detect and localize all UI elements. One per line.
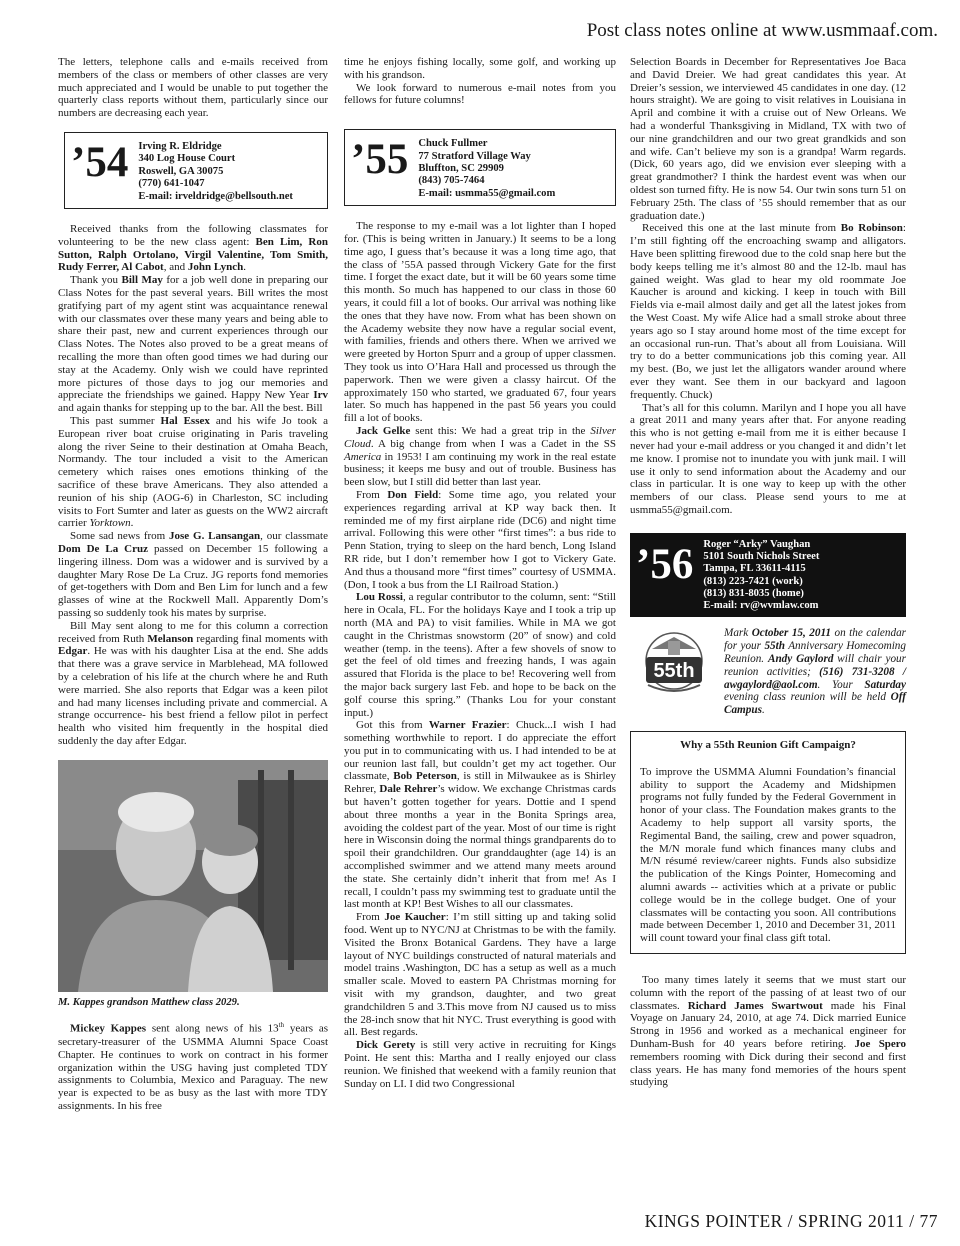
- class-year-54: ’54: [71, 138, 129, 186]
- agent-work-phone: (813) 223-7421 (work): [703, 575, 803, 587]
- kappes-photo: [58, 760, 328, 992]
- class-54-box: [64, 132, 328, 209]
- gift-campaign-body: To improve the USMMA Alumni Foundation’s financial ability to support the Academy and Midshipmen programs not fully funded by the Federal Government in honor of your class. The Foundation makes grants to the Academy to help support all varsity sports, the Regimental Band, the sailing, crew and power squadron, the M/N morale fund which finances many clubs and M/N résumé review/career nights. Funds also subsidize the publication of the Kings Pointer, Homecoming and alumni awards -- activities which at a private or public college would be in the college budget. One of your classmates will be contacting you soon. All contributions made between December 1, 2010 and December 31, 2011 will count toward your final class gift total.: [640, 765, 896, 945]
- photo-caption: M. Kappes grandson Matthew class 2029.: [58, 996, 240, 1008]
- paragraph: Some sad news from Jose G. Lansangan, our classmate Dom De La Cruz passed on December 15 following a lingering illness. Dom was a widower and is survived by a daughter Mary Rose De La Cruz. JG reports fond memories of get-togethers with Dom and Ben Lim for lunch and a few glasses of wine at the Rockwell Mall. Apparently Dom’s passing so suddenly took his mates by surprise.: [58, 530, 328, 619]
- column-1: [58, 56, 328, 1113]
- agent-email: E-mail: usmma55@gmail.com: [418, 187, 556, 199]
- reunion-text: Mark October 15, 2011 on the calendar for your 55th Anniversary Homecoming Reunion. Andy Gaylord will chair your reunion activities; (516) 731-3208 / awgaylord@aol.com. Your Saturday evening class reunion will be held Off Campus.: [724, 627, 907, 717]
- paragraph: Got this from Warner Frazier: Chuck...I wish I had something worthwhile to report. I do appreciate the effort you put in to communicating with us. I had intended to be at our reunion last fall, but couldn’t get my act together. Our classmate, Bob Peterson, is still in Milwaukee as is Shirley Rehrer, Dale Rehrer’s widow. We exchange Christmas cards but haven’t gotten together for years. Dottie and I spend about three months a year in the Bonita Springs area, avoiding the coldest part of the year. Most of our time is right here in Wisconsin doing the normal things grandparents do to spoil their grandchildren. Our granddaughter (age 14) is an accomplished swimmer and we attend many meets around the state. She certainly didn’t inherit that from me! As I recall, I couldn’t pass my swimming test to graduate until the last month at KP! Best Wishes to all our classmates.: [344, 719, 617, 911]
- class-55-box: [344, 129, 616, 206]
- agent-phone: (770) 641-1047: [138, 178, 205, 190]
- agent-name: Irving R. Eldridge: [138, 140, 222, 152]
- gift-campaign-title: Why a 55th Reunion Gift Campaign?: [680, 739, 856, 752]
- column-2: [344, 56, 616, 1090]
- agent-street: 5101 South Nichols Street: [703, 550, 820, 562]
- class-56-contact: [703, 539, 819, 613]
- agent-email: E-mail: irveldridge@bellsouth.net: [138, 190, 293, 202]
- paragraph: This past summer Hal Essex and his wife Jo took a European river boat cruise originating in Paris traveling along the river Seine to their destination at Omaha Beach, Normandy. The tour included a visit to the American cemetery which raises ones emotions thinking of the sacrifice of these brave Americans. They also attended a reunion of his ship (AOG-6) in Charleston, SC including visits to Fort Sumter and later as guests on the WW2 aircraft carrier Yorktown.: [58, 414, 328, 530]
- paragraph: From Don Field: Some time ago, you related your experiences regarding arrival at KP way back then. It reminded me of my first airplane ride (DC6) and night time arrival. Following this were other “first times”: a bus ride to Penn Station, trying to sleep on the hard bench, Long Island RR ride, but I don’t remember how I got to Vickery Gate. And thus a thousand more “first times” courtesy of USMMA. (Don, I took a bus from the LI Railroad Station.): [344, 488, 616, 591]
- paragraph: time he enjoys fishing locally, some golf, and working up with his grandson.: [344, 56, 616, 81]
- paragraph: Received thanks from the following classmates for volunteering to be the new class agent: Ben Lim, Ron Sutton, Ralph Ortolano, Virgil Valentine, Tom Smith, Rudy Ferrer, Al Cabot, and John Lynch.: [58, 223, 328, 274]
- paragraph: Jack Gelke sent this: We had a great trip in the Silver Cloud. A big change from when I was a Cadet in the SS America in 1953! I am continuing my work in the real estate business; it keeps me busy and out of trouble. Business has been slow, but I still did better than last year.: [344, 424, 616, 489]
- agent-phone: (843) 705-7464: [418, 175, 485, 187]
- agent-city: Bluffton, SC 29909: [418, 163, 504, 174]
- paragraph: From Joe Kaucher: I’m still sitting up and taking solid food. Went up to NYC/NJ at Christmas to be with the family. Visited the Bronx Botanical Gardens. They have a large layout of NYC buildings constructed of natural materials and model trains .Washington, DC has a setup as well as a much smaller scale. Moved to eastern PA Christmas morning for visit with my grandson, daughter, and two great grandchildren 5 and 3.This move from NJ caused us to miss the 28-inch snow that hit NYC. Trust everything is good with all. Best regards.: [344, 911, 616, 1039]
- agent-home-phone: (813) 831-8035 (home): [703, 587, 804, 599]
- class-54-contact: [138, 141, 293, 203]
- paragraph: The response to my e-mail was a lot lighter than I hoped for. (This is being written in January.) It seems to be a long time ago, I guess that’s because it was a long time ago, that the class of ’55A passed through Vickery Gate for the first time. I forget the exact date, but it will be 60 years some time this month. So much has happened to our class in those 60 years, it could fill a lot of books. Our arrival was nothing like the ones that they have now. From what has been shown on the Academy website they now have a regular social event, with families, friends and others there. When we arrived we were greeted by Horton Spurr and a group of upper classmen. They took us into O’Hara Hall and processed us through the paperwork. Then we were given a classy haircut. Of the approximately 150 who started, we graduated 67, four years later. So much has happened in the past 56 years you could fill a lot of books.: [344, 220, 616, 425]
- paragraph: Received this one at the last minute from Bo Robinson: I’m still fighting off the encroaching swamp and alligators. Have been splitting firewood due to the cold snap here but the body keeps telling me it’s almost 80 and the 12-lb. maul has gained weight. Was glad to hear my old roommate Joe Kaucher is around and kicking. I keep in touch with Bill Fields via e-mail almost daily and get all the latest jokes from the West Coast. My wife Alice had a small stroke about three years ago so I stay around home most of the time except for an occasional run-run. That’s about all from Louisiana. Will try to do a better communications job this coming year. All my best. (Bo, we just let the alligators wander around where ever they want. See them in our backyard and lagoon frequently. Chuck): [630, 222, 906, 401]
- agent-city: Roswell, GA 30075: [138, 165, 224, 177]
- column-3: [630, 56, 906, 1089]
- header-url-note: Post class notes online at www.usmmaaf.com.: [586, 20, 938, 41]
- agent-street: 340 Log House Court: [138, 153, 236, 165]
- paragraph: Mickey Kappes sent along news of his 13th years as secretary-treasurer of the USMMA Alumni Space Coast Chapter. He continues to work on contract in his former organization within the USG having just completed TDY assignments to Columbia, Mexico and Paraguay. The new year is expected to be as busy as the last with more TDY assignments. In his free: [58, 1021, 329, 1112]
- class-56-box: [630, 533, 906, 618]
- paragraph: Selection Boards in December for Representatives Joe Baca and David Dreier. We had great candidates this year. At Dreier’s session, we interviewed 45 candidates in one day. (12 hours straight). We are going to visit relatives in Louisiana in April and combine it with a cruise out of New Orleans. We had a wonderful Thanksgiving in Midland, TX with two of our nine grandchildren and our two great grandkids and son and wife. Can’t believe my son is a grandpa! Warm regards. (Dick, 60 years ago, did we envision ever sleeping with a great grandmother? I think the hardest event was when our oldest son turned fifty. He is now 54. Our twin sons turn 51 on February 25th. The class of ’55 should remember that as our graduation date.): [630, 56, 906, 222]
- paragraph: We look forward to numerous e-mail notes from you fellows for future columns!: [344, 81, 616, 107]
- page-footer: KINGS POINTER / SPRING 2011 / 77: [644, 1211, 938, 1231]
- agent-city: Tampa, FL 33611-4115: [703, 563, 806, 575]
- paragraph: Too many times lately it seems that we must start our column with the report of the passing of at least two of our classmates. Richard James Swartwout made his Final Voyage on January 24, 2010, at age 74. Dick married Eunice Strong in 1956 and worked as a mechanical engineer for Dunham-Bush for 40 years before retiring. Joe Spero remembers rooming with Dick during their second and first class years. He has many fond memories of the hours spent studying: [630, 974, 906, 1089]
- paragraph: Dick Gerety is still very active in recruiting for Kings Point. He sent this: Martha and I really enjoyed our class reunion. We finished that weekend with a family reunion that Sunday on LI. I did two Congressional: [344, 1039, 617, 1090]
- reunion-notice: [630, 627, 906, 717]
- 55th-reunion-logo: [630, 627, 718, 703]
- paragraph: Lou Rossi, a regular contributor to the column, sent: “Still here in Ocala, FL. For the holidays Kaye and I took a trip up north (MA and PA) to visit families. While in MA we got caught in the Christmas snowstorm (20” of snow) and cold weather (temp. in the teens). After a few shovels of snow to get the feel of old times and freezing hands, I was again assured that Florida is the place to be! Recovering well from the major back surgery last Feb. and hope to be back on the golf course this spring.” (Thanks Lou for your constant input.): [344, 591, 616, 719]
- class-year-55: ’55: [351, 136, 409, 184]
- agent-name: Roger “Arky” Vaughan: [703, 538, 811, 550]
- agent-street: 77 Stratford Village Way: [418, 150, 531, 162]
- gift-campaign-box: [630, 731, 906, 954]
- paragraph: Bill May sent along to me for this column a correction received from Ruth Melanson regarding final moments with Edgar. He was with his daughter Lisa at the end. She adds that there was a grave service in Marblehead, MA followed by a celebration of his life at the church where he and Ruth were married. She also reports that Edgar was a keen pilot and had many licenses including private and commercial. A strange occurrence- his best friend a fellow pilot in perfect health who visited him frequently in the hospital died suddenly the day after Edgar.: [58, 619, 328, 747]
- paragraph: Thank you Bill May for a job well done in preparing our Class Notes for the past several years. Bill writes the most gratifying part of my agent stint was acquaintance renewal with our classmates over these many years and being able to share their past, new and current experiences through our Class Notes. The Notes also proved to be a great means of recalling the more than often good times we had during our stay at the Academy. Only wish we could have reprinted more pictures of those days to jog our memories and appreciate the friendships we gained. Happy New Year Irv and again thanks for stepping up to the bar. All the best. Bill: [58, 274, 329, 415]
- agent-name: Chuck Fullmer: [418, 138, 488, 150]
- class-55-contact: [418, 138, 555, 200]
- intro-paragraph: The letters, telephone calls and e-mails received from members of the class or members of other classes are very much appreciated and I would be unable to put together the quarterly class reports without them, particularly since our numbers are decreasing each year.: [58, 56, 328, 120]
- svg-text:55th: 55th: [653, 660, 695, 683]
- agent-email: E-mail: rv@wvmlaw.com: [703, 600, 819, 612]
- class-year-56: ’56: [636, 540, 694, 588]
- paragraph: That’s all for this column. Marilyn and I hope you all have a great 2011 and many years after that. For anyone reading this who is not getting e-mail from me it is either because I never had your e-mail address or you changed it and didn’t let me know. I promise not to inundate you with junk mail. I will use it only to send information about the Academy and our class in particular. It is one way to keep up with the other members of our class. Please send yours to me at usmma55@gmail.com.: [630, 401, 906, 516]
